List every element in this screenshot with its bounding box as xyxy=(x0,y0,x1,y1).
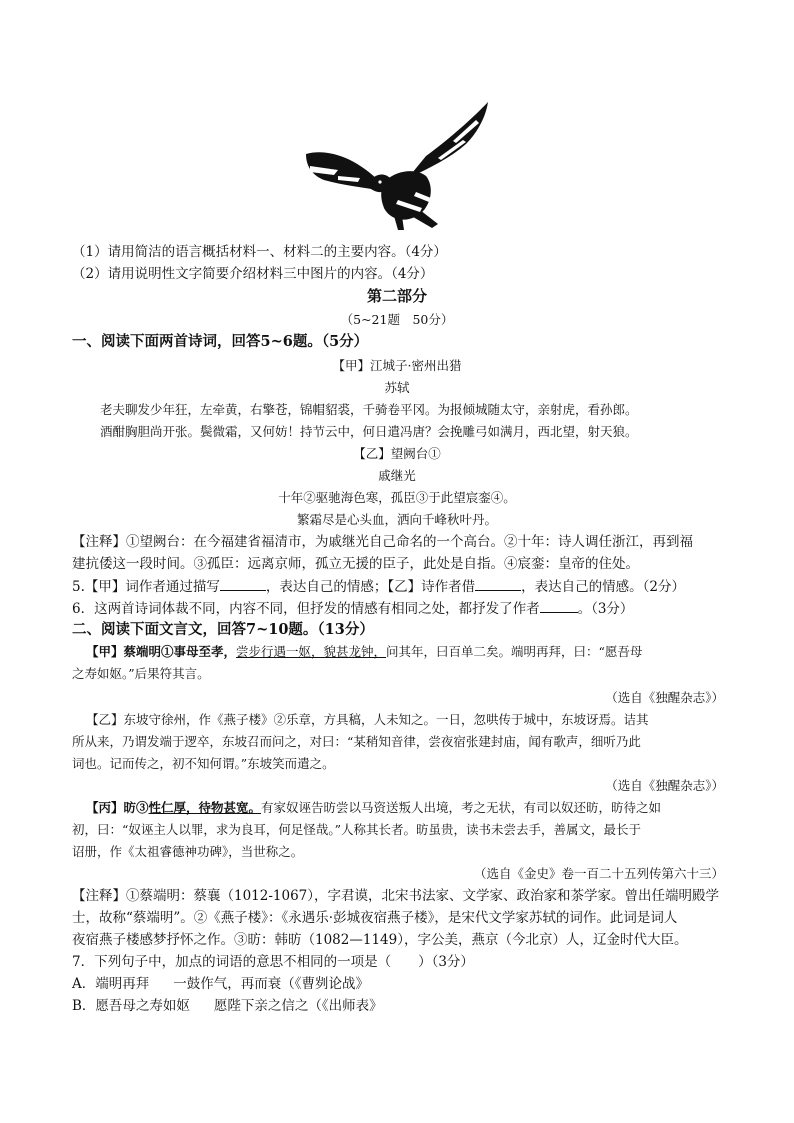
question-material-2: （2）请用说明性文字简要介绍材料三中图片的内容。（4分） xyxy=(72,266,434,282)
poem-notes-line-2: 建抗倭这一段时间。③孤臣：远离京师，孤立无援的臣子，此处是自指。④宸銮：皇帝的住处。 xyxy=(72,556,639,572)
part-title: 第二部分 xyxy=(366,287,427,305)
passage-c-line-2: 初，曰：“奴诬主人以罪，求为良耳，何足怪哉。”人称其长者。昉虽贵，读书未尝去手，善属文，最长于 xyxy=(72,822,642,837)
question-6: 6．这两首诗词体裁不同，内容不同，但抒发的情感有相同之处，都抒发了作者 。（3分） xyxy=(72,598,633,619)
answer-blank[interactable] xyxy=(540,598,578,613)
passage-a-line-2: 之寿如妪。”后果符其言。 xyxy=(72,666,210,681)
section-2-heading: 二、阅读下面文言文，回答7~10题。（13分） xyxy=(72,621,374,638)
question-material-1: （1）请用简洁的语言概括材料一、材料二的主要内容。（4分） xyxy=(72,244,447,260)
question-5: 5.【甲】词作者通过描写 ，表达自己的情感；【乙】诗作者借 ，表达自己的情感。（2分） xyxy=(72,576,685,597)
passage-b-line-1: 【乙】东坡守徐州，作《燕子楼》②乐章，方具稿，人未知之。一日，忽哄传于城中，东坡讶焉。诘其 xyxy=(86,712,649,727)
passage-a-line-1: 【甲】蔡端明①事母至孝，尝步行遇一妪，貌甚龙钟，问其年，曰百单二矣。端明再拜，曰：“愿吾母 xyxy=(86,644,643,659)
option-b[interactable]: B．愿吾母之寿如妪 愿陛下亲之信之（《出师表》 xyxy=(72,998,383,1014)
passage-c-line-3: 诏册，作《太祖睿德神功碑》，当世称之。 xyxy=(72,844,304,859)
passage-a-source: （选自《独醒杂志》） xyxy=(605,690,724,705)
poem-b-line-1: 十年②驱驰海色寒，孤臣③于此望宸銮④。 xyxy=(278,490,516,505)
poem-a-title: 【甲】江城子·密州出猎 xyxy=(332,358,462,373)
poem-b-title: 【乙】望阙台① xyxy=(353,446,441,461)
option-a[interactable]: A．端明再拜 一鼓作气，再而衰（《曹刿论战》 xyxy=(72,976,369,992)
passage-b-line-3: 词也。记而传之，初不知何谓。”东坡笑而遣之。 xyxy=(72,756,335,771)
passage-notes-line-2: 士，故称“蔡端明”。②《燕子楼》：《永遇乐·彭城夜宿燕子楼》，是宋代文学家苏轼的词作。此词是词人 xyxy=(72,910,678,926)
poem-a-line-2: 酒酣胸胆尚开张。鬓微霜，又何妨！持节云中，何日遣冯唐？会挽雕弓如满月，西北望，射天狼。 xyxy=(100,424,638,439)
passage-notes-line-3: 夜宿燕子楼感梦抒怀之作。③昉：韩昉（1082—1149），字公美，燕京（今北京）人，辽金时代大臣。 xyxy=(72,932,688,948)
poem-b-line-2: 繁霜尽是心头血，洒向千峰秋叶丹。 xyxy=(296,512,497,527)
answer-blank[interactable] xyxy=(220,576,266,591)
poem-notes-line-1: 【注释】①望阙台：在今福建省福清市，为戚继光自己命名的一个高台。②十年：诗人调任浙江，再到福 xyxy=(72,534,693,550)
poem-a-author: 苏轼 xyxy=(384,380,410,395)
passage-c-source: （选自《金史》卷一百二十五列传第六十三） xyxy=(473,866,724,881)
answer-blank[interactable] xyxy=(475,576,521,591)
passage-b-source: （选自《独醒杂志》） xyxy=(605,778,724,793)
eagle-illustration xyxy=(298,96,498,232)
passage-b-line-2: 所从来，乃谓发端于逻卒，东坡召而问之，对曰：“某稍知音律，尝夜宿张建封庙，闻有歌声，细听乃此 xyxy=(72,734,641,749)
poem-a-line-1: 老夫聊发少年狂，左牵黄，右擎苍，锦帽貂裘，千骑卷平冈。为报倾城随太守，亲射虎，看孙郎。 xyxy=(100,402,638,417)
passage-notes-line-1: 【注释】①蔡端明：蔡襄（1012-1067），字君谟，北宋书法家、文学家、政治家和茶学家。曾出任端明殿学 xyxy=(72,888,720,904)
section-1-heading: 一、阅读下面两首诗词，回答5~6题。（5分） xyxy=(72,333,369,350)
part-subtitle: （5~21题 50分） xyxy=(340,312,454,327)
question-7: 7．下列句子中，加点的词语的意思不相同的一项是（ ）（3分） xyxy=(72,954,474,970)
poem-b-author: 戚继光 xyxy=(378,468,416,483)
passage-c-line-1: 【丙】昉③性仁厚，待物甚宽。有家奴诬告昉尝以马资送叛人出境，考之无状，有司以奴还昉，昉待之如 xyxy=(86,800,662,815)
